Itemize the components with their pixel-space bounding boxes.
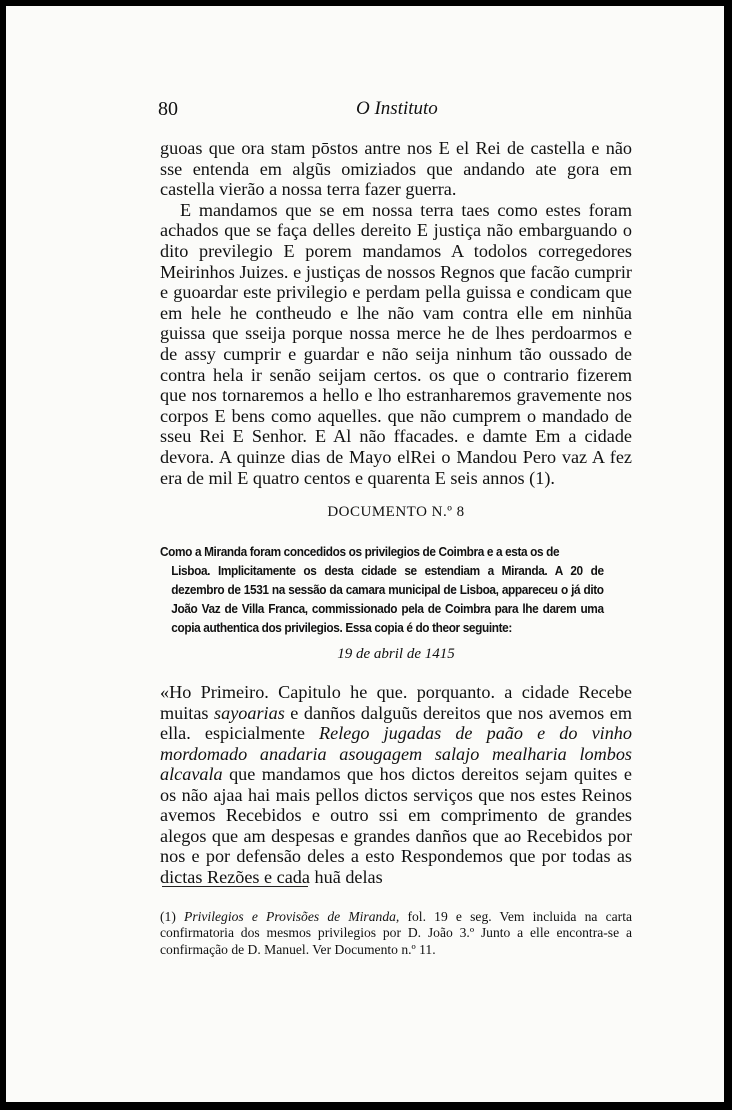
quote-text-part: e danños dalguũs dereitos que nos avemos em ella. espicialmente: [160, 702, 632, 743]
paragraph: guoas que ora stam pōstos antre nos E el Rei de castella e não sse entenda em algũs omiziados que andando ate gora em castella vierão a nossa terra fazer guerra.: [160, 138, 632, 200]
quoted-charter: [160, 682, 632, 887]
page-number: 80: [158, 98, 178, 120]
paragraph: E mandamos que se em nossa terra taes como estes foram achados que se faça delles dereito E justiça não embarguando o dito previlegio E porem mandamos A todolos corregedores Meirinhos Juizes. e justiças de nossos Regnos que facão cumprir e guoardar este privilegio e perdam pella guissa e condicam que em hele he contheudo e lhe não vam contra elle em ninhũa guissa que sseija porque nossa merce he de lhes perdoarmos e de assy cumprir e guardar e não seija ninhum tão oussado de contra hela ir senão seijam certos. os que o contrario fizerem que nos tornaremos a hello e lho estranharemos gravemente nos corpos E bens como aquelles. que não cumprem o mandado de sseu Rei E Senhor. E Al não ffacades. e damte Em a cidade devora. A quinze dias de Mayo elRei o Mandou Pero vaz A fez era de mil E quatro centos e quarenta E seis annos (1).: [160, 199, 632, 488]
document-date: 19 de abril de 1415: [337, 646, 455, 662]
footnote-text: fol. 19 e seg. Vem incluida na carta confirmatoria dos mesmos privilegios por D. João 3.º Junto a elle encontra-se a confirmação de D. Manuel. Ver Documento n.º 11.: [160, 909, 633, 957]
document-summary: [160, 543, 604, 638]
quote-italic-term: sayoarias: [214, 702, 285, 723]
footnote-divider: [162, 886, 308, 887]
summary-first-line: Como a Miranda foram concedidos os privilegios de Coimbra e a esta os de: [160, 545, 560, 559]
running-title: O Instituto: [356, 98, 438, 119]
quote-text-part: que mandamos que hos dictos dereitos sejam quites e os não ajaa hai mais pellos dictos serviços que nos estes Reinos avemos Recebidos e outro ssi em comprimento de grandes alegos que am despesas e grandes danños que ao Recebidos por nos e por defensão deles a esto Respondemos que por todas as dictas Rezões e cada huã delas: [160, 764, 632, 887]
footnote-source-title: Privilegios e Provisões de Miranda,: [184, 909, 400, 924]
footnote: [160, 909, 632, 958]
quote-text-part: «Ho Primeiro. Capitulo he que. porquanto. a cidade Recebe muitas: [160, 682, 632, 723]
quote-italic-terms: Relego jugadas de paão e do vinho mordomado anadaria asougagem salajo mealharia lombos alcavala: [160, 723, 632, 784]
page-header: [6, 98, 724, 128]
footnote-marker: (1): [160, 909, 185, 924]
summary-continuation: Lisboa. Implicitamente os desta cidade se estendiam a Miranda. A 20 de dezembro de 1531 na sessão da camara municipal de Lisboa, appareceu o já dito João Vaz de Villa Franca, commissionado pela de Coimbra para lhe darem uma copia authentica dos privilegios. Essa copia é do theor seguinte:: [171, 564, 604, 635]
document-title: DOCUMENTO N.º 8: [327, 504, 465, 520]
quote-paragraph: [160, 682, 632, 887]
body-text: [160, 138, 632, 488]
book-page: [6, 6, 724, 1102]
